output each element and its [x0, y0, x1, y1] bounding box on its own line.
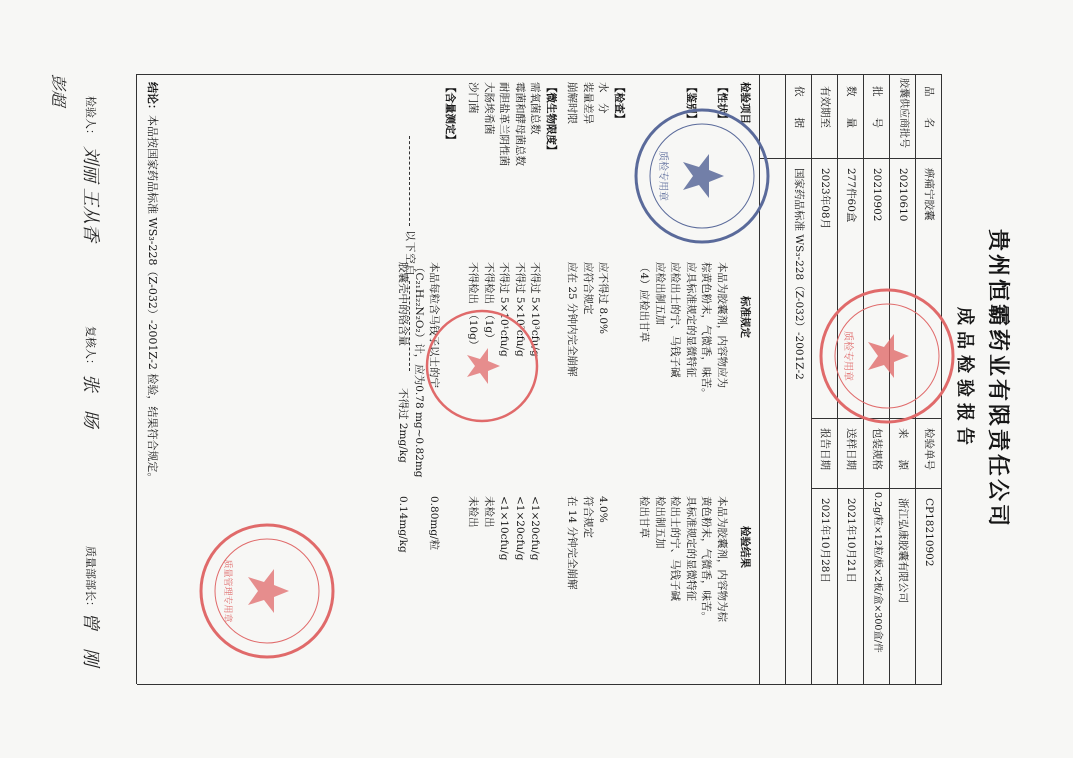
row-result: 未检出	[482, 496, 495, 528]
row-standard: 不得过 5×10³cfu/g	[529, 262, 541, 357]
expiry: 2023年08月	[818, 168, 831, 230]
row-item: 需氧菌总数	[529, 82, 541, 135]
stamp-text: 质检专用章	[841, 331, 853, 381]
report-date: 2021年10月28日	[818, 498, 831, 583]
row-standard: 应检出制五加	[653, 262, 666, 325]
inspector-signature: 刘丽 王从香	[79, 146, 101, 242]
label-batch: 批 号	[870, 86, 883, 128]
row-result: <1×10cfu/g	[498, 496, 510, 561]
row-item: 大肠埃希菌	[482, 82, 495, 135]
row-item: 崩解时限	[566, 82, 578, 124]
product-name: 痹痛宁胶囊	[922, 168, 935, 221]
row-result: 检出制五加	[653, 496, 666, 549]
stamp-supplier	[201, 525, 333, 657]
row-result: 检出士的宁、马钱子碱	[669, 496, 681, 601]
row-standard: （C₂₁H₂₂N₂O₂）计，应为0.78 mg~0.82mg	[412, 262, 425, 478]
label-sampling-date: 送样日期	[844, 428, 857, 470]
row-standard: 不得过 5×10¹cfu/g	[498, 262, 510, 357]
label-product-name: 品 名	[922, 86, 935, 128]
label-expiry: 有效期至	[818, 86, 831, 128]
qa-head-label: 质量部部长：	[83, 546, 97, 612]
col-item-header: 检验项目	[738, 82, 751, 124]
row-result: <1×20cfu/g	[513, 496, 526, 561]
basis: 国家药品标准 WS₃-228（Z-032）-2001Z-2	[792, 168, 805, 380]
reviewer-signature: 张 旸	[79, 374, 101, 428]
row-result: 本品为胶囊剂，内容物为棕	[715, 496, 728, 622]
row-result: 符合规定	[581, 496, 594, 538]
row-item: 【鉴别】	[684, 82, 697, 124]
label-source: 来 源	[896, 428, 909, 470]
row-standard: 不得检出 （10g）	[467, 262, 479, 351]
row-result: 在 14 分钟完全崩解	[566, 496, 578, 590]
row-standard: 不得过 5×10²cfu/g	[513, 262, 526, 357]
stamp-star-icon	[248, 569, 289, 613]
quantity: 277件60盒	[844, 168, 857, 223]
row-item: 装量差异	[581, 82, 594, 124]
row-standard: 应不得过 8.0%	[597, 262, 609, 335]
row-item: 【含量测定】	[443, 82, 456, 145]
reviewer-label: 复核人：	[83, 326, 97, 370]
row-item: 【性状】	[715, 82, 728, 124]
row-item: 【检查】	[612, 82, 625, 124]
stamp-company-red	[821, 290, 953, 422]
row-result: 0.80mg/粒	[428, 496, 440, 551]
batch: 20210902	[870, 168, 883, 222]
row-standard: 应符合规定	[581, 262, 594, 315]
label-capsule-batch: 胶囊供应商批号	[897, 78, 909, 148]
row-standard: （4）应检出甘草	[638, 262, 650, 343]
row-result: 具标准规定的显微特征	[684, 496, 697, 601]
stamp-company-blue	[636, 110, 768, 242]
row-item: 【微生物限度】	[544, 82, 557, 156]
row-standard: 不得检出 （1g）	[482, 262, 495, 344]
report-title: 成品检验报告	[953, 307, 975, 451]
qa-head-signature: 曾 刚	[79, 612, 101, 666]
row-result: 检出甘草	[638, 496, 650, 538]
row-standard: 本品每粒含马钱子以士的宁	[428, 262, 440, 388]
row-standard: 棕黄色粉末，气微香，味苦。	[700, 262, 712, 399]
row-result: 黄色粉末，气微香，味苦。	[700, 496, 712, 622]
row-result: 4.0%	[597, 496, 609, 523]
label-inspection-no: 检验单号	[922, 428, 935, 470]
source: 浙江弘康胶囊有限公司	[896, 498, 909, 603]
extra-signature: 彭超	[48, 74, 68, 107]
row-standard: 应检出士的宁、马钱子碱	[669, 262, 681, 378]
row-item: 霉菌和酵母菌总数	[513, 82, 526, 166]
capsule-batch: 20210610	[896, 168, 909, 222]
inspector-label: 检验人：	[83, 96, 97, 140]
row-standard: 胶囊壳中的铬含量 不得过 2mg/kg	[397, 262, 409, 463]
row-item: 沙门菌	[467, 82, 479, 114]
row-standard: 本品为胶囊剂，内容物应为	[715, 262, 728, 388]
stamp-star-icon	[467, 348, 500, 384]
stamp-text: 质量管理专用章	[221, 559, 232, 623]
row-standard: 应在 25 分钟内完全崩解	[566, 262, 578, 377]
col-result-header: 检验结果	[738, 526, 751, 568]
inspection-report	[37, 26, 1037, 732]
stamp-testing-institute	[427, 311, 537, 421]
col-standard-header: 标准规定	[738, 296, 751, 338]
label-packaging: 包装规格	[870, 428, 883, 470]
sampling-date: 2021年10月21日	[844, 498, 857, 583]
inspection-no: CP18210902	[922, 498, 935, 567]
conclusion-label: 结论：	[145, 82, 159, 115]
row-standard: 应具标准规定的显微特征	[684, 262, 697, 378]
row-result: <1×20cfu/g	[529, 496, 541, 561]
stamp-star-icon	[868, 334, 909, 378]
label-quantity: 数 量	[844, 86, 857, 128]
stamps-layer	[37, 26, 1037, 732]
row-result: 未检出	[467, 496, 479, 528]
row-item: 水 分	[597, 82, 609, 114]
row-result: 0.14mg/kg	[397, 496, 409, 553]
label-report-date: 报告日期	[818, 428, 831, 470]
conclusion-text: 本品按国家药品标准 WS₃-228（Z-032）-2001Z-2 检验，结果符合规定。	[145, 115, 159, 484]
packaging: 0.2g/粒×12粒/板×2板/盒×300盒/件	[871, 492, 883, 653]
company-name: 贵州恒霸药业有限责任公司	[984, 228, 1011, 529]
stamp-text: 质检专用章	[656, 151, 668, 201]
blank-below: 以下空白	[403, 230, 416, 277]
label-basis: 依 据	[792, 86, 805, 128]
stamp-star-icon	[683, 154, 724, 198]
row-item: 耐胆盐革兰阴性菌	[498, 82, 510, 166]
